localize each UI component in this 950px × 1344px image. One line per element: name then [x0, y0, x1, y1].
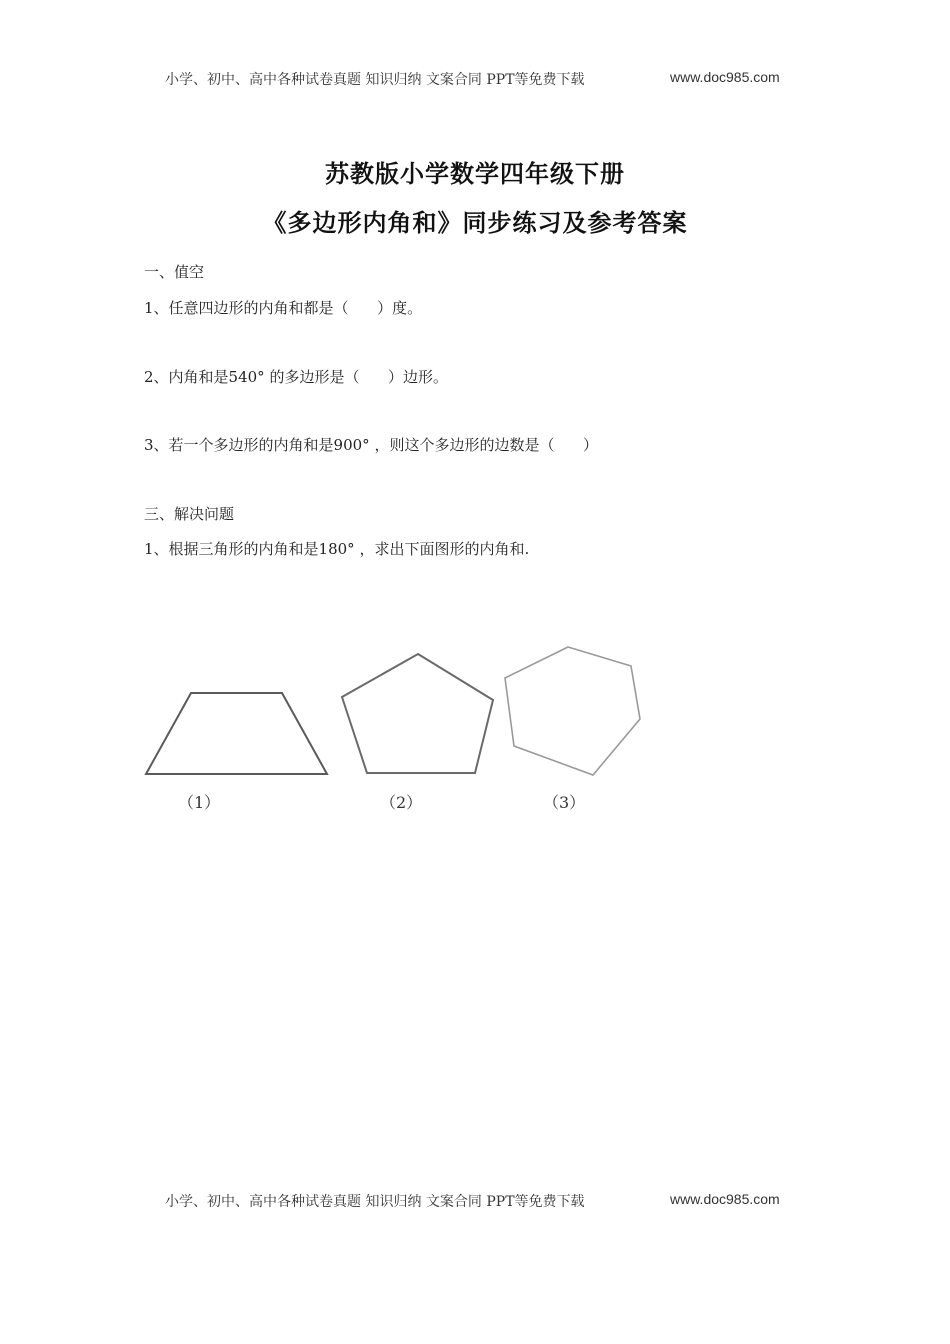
- header-banner-url[interactable]: www.doc985.com: [670, 69, 780, 85]
- trapezoid-figure: [146, 693, 327, 774]
- figure-label-2: （2）: [380, 793, 423, 812]
- figure-label-1: （1）: [178, 793, 221, 812]
- figure-label-3: （3）: [543, 793, 586, 812]
- pentagon-figure: [342, 654, 493, 773]
- question-fill-2: 2、内角和是540° 的多边形是（ ）边形。: [144, 368, 449, 386]
- hexagon-figure: [505, 647, 640, 775]
- footer-banner-text: 小学、初中、高中各种试卷真题 知识归纳 文案合同 PPT等免费下载: [165, 1194, 585, 1210]
- section-heading-fill: 一、值空: [144, 263, 205, 281]
- document-subtitle: 《多边形内角和》同步练习及参考答案: [262, 208, 688, 237]
- document-title: 苏教版小学数学四年级下册: [325, 159, 625, 188]
- footer-banner-url[interactable]: www.doc985.com: [670, 1191, 780, 1207]
- section-heading-solve: 三、解决问题: [144, 505, 235, 523]
- question-fill-1: 1、任意四边形的内角和都是（ ）度。: [144, 299, 423, 317]
- question-solve-1: 1、根据三角形的内角和是180° ，求出下面图形的内角和.: [144, 540, 530, 558]
- header-banner-text: 小学、初中、高中各种试卷真题 知识归纳 文案合同 PPT等免费下载: [165, 72, 585, 88]
- question-fill-3: 3、若一个多边形的内角和是900° ，则这个多边形的边数是（ ）: [144, 436, 599, 454]
